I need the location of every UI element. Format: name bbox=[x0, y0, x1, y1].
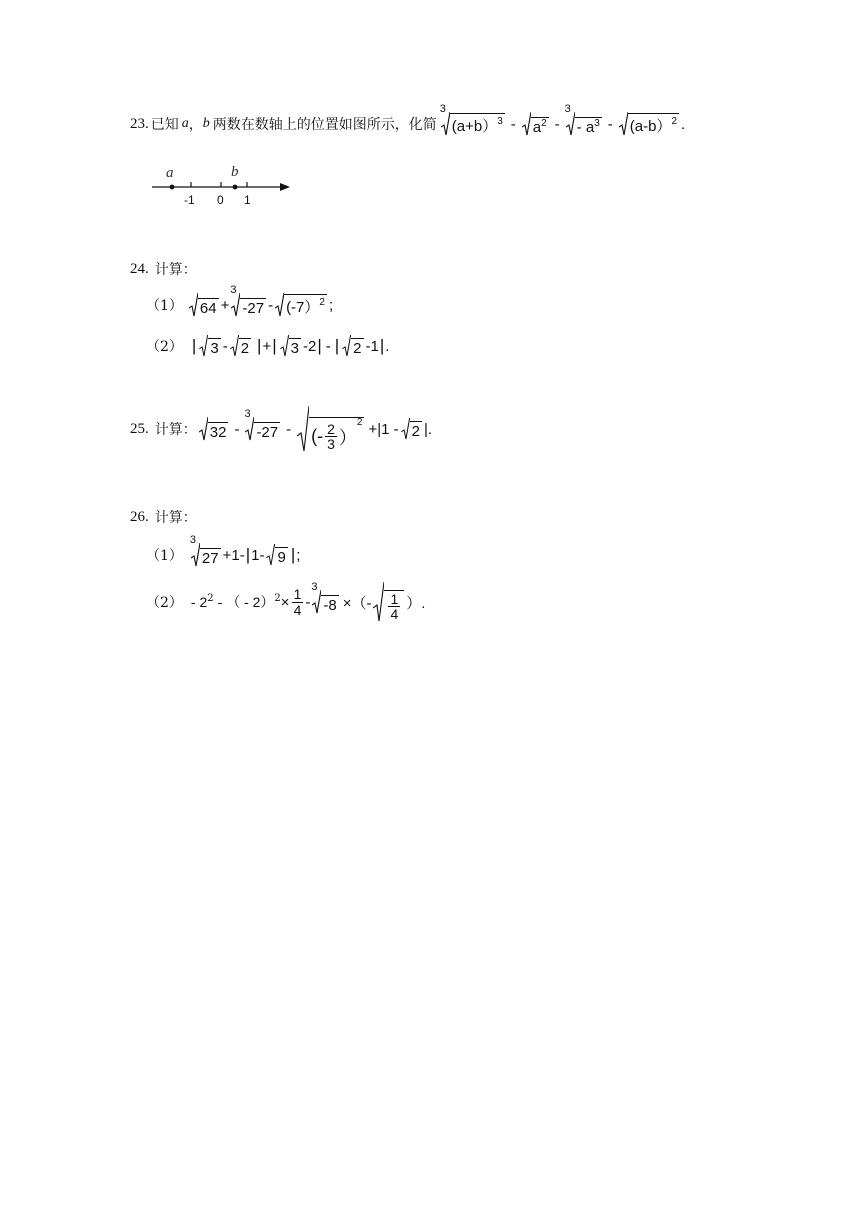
absolute-bar: | bbox=[257, 336, 262, 355]
square-root bbox=[401, 418, 422, 440]
fraction bbox=[388, 592, 400, 622]
problem-number: 23. bbox=[130, 115, 149, 132]
radicand: (-7） bbox=[286, 299, 320, 316]
radical-sign bbox=[619, 112, 628, 136]
exponent: 2 bbox=[319, 297, 325, 308]
square-root bbox=[619, 112, 679, 136]
absolute-bar: | bbox=[334, 336, 340, 355]
radicand: -8 bbox=[323, 597, 337, 614]
radical-sign bbox=[199, 417, 208, 441]
problem-24 bbox=[130, 259, 197, 279]
radical-sign bbox=[189, 293, 198, 317]
numerator: 1 bbox=[293, 585, 302, 602]
denominator: 4 bbox=[390, 606, 399, 623]
operator: - bbox=[554, 115, 560, 133]
term: - 2 bbox=[190, 594, 208, 610]
comma: ， bbox=[188, 117, 203, 133]
operator: - bbox=[286, 420, 292, 438]
square-root bbox=[189, 293, 219, 317]
cube-root bbox=[189, 534, 221, 567]
operator: - bbox=[234, 420, 240, 438]
problem-number: 24. bbox=[130, 260, 149, 277]
square-root bbox=[342, 335, 363, 357]
problem-stem: 计算： bbox=[154, 510, 197, 526]
fraction bbox=[292, 587, 304, 617]
semicolon: ; bbox=[296, 546, 301, 564]
exponent: 2 bbox=[541, 118, 547, 129]
absolute-bar: | bbox=[290, 545, 296, 564]
radical-sign bbox=[522, 112, 531, 136]
radical-sign bbox=[441, 112, 450, 136]
operator: +|1 - bbox=[368, 420, 399, 438]
numerator: 2 bbox=[327, 420, 335, 437]
arrow-head bbox=[280, 183, 290, 191]
number-line-figure bbox=[150, 160, 295, 210]
radicand: 2 bbox=[240, 340, 250, 357]
radical-sign bbox=[245, 417, 254, 441]
tick-label: 1 bbox=[244, 193, 251, 207]
operator: 1- bbox=[251, 546, 265, 564]
cube-root bbox=[439, 103, 505, 136]
fraction bbox=[325, 422, 337, 452]
denominator: 3 bbox=[327, 436, 335, 453]
period: |. bbox=[424, 420, 433, 438]
radicand: 27 bbox=[201, 550, 219, 567]
problem-stem: 已知 bbox=[150, 117, 179, 133]
radicand: 32 bbox=[209, 424, 227, 441]
operator: - bbox=[222, 337, 228, 355]
exponent: 2 bbox=[274, 592, 281, 604]
square-root bbox=[373, 582, 404, 622]
problem-stem: 两数在数轴上的位置如图所示，化简 bbox=[212, 117, 437, 133]
root-index: 3 bbox=[189, 534, 197, 546]
paren-open: (- bbox=[311, 426, 324, 447]
problem-26-part-1 bbox=[146, 534, 301, 567]
semicolon: ; bbox=[328, 296, 334, 314]
absolute-bar: | bbox=[379, 336, 385, 355]
operator: + bbox=[262, 337, 272, 355]
exponent: 3 bbox=[594, 118, 600, 129]
radical-sign bbox=[312, 590, 321, 614]
radicand: -27 bbox=[242, 300, 265, 317]
radical-sign bbox=[230, 335, 239, 357]
problem-stem: 计算： bbox=[154, 262, 197, 278]
square-root bbox=[280, 335, 301, 357]
absolute-bar: | bbox=[317, 336, 322, 355]
part-label: （2） bbox=[146, 595, 183, 611]
operator: + bbox=[220, 296, 230, 314]
square-root bbox=[199, 335, 220, 357]
operator: +1- bbox=[222, 546, 245, 564]
paren-close: ） bbox=[338, 427, 357, 448]
problem-25 bbox=[130, 406, 432, 452]
operator: - bbox=[268, 296, 274, 314]
term: - （ - 2） bbox=[217, 594, 275, 610]
radical-sign bbox=[266, 544, 275, 566]
closing: ）. bbox=[406, 594, 426, 612]
radical-sign bbox=[297, 406, 309, 452]
exponent: 2 bbox=[671, 116, 677, 127]
square-root bbox=[266, 544, 287, 566]
tick-label: 0 bbox=[217, 193, 224, 207]
radicand: -27 bbox=[256, 424, 279, 441]
operator: - bbox=[325, 337, 331, 355]
tick-label: -1 bbox=[184, 193, 195, 207]
label-a: a bbox=[166, 165, 174, 181]
cube-root bbox=[311, 581, 338, 614]
problem-number: 26. bbox=[130, 508, 149, 525]
variable-a: a bbox=[181, 116, 189, 131]
radical-sign bbox=[199, 335, 208, 357]
square-root bbox=[230, 335, 251, 357]
operator: - bbox=[607, 115, 613, 133]
exponent: 2 bbox=[356, 417, 363, 429]
problem-26-part-2 bbox=[146, 582, 425, 622]
square-root bbox=[522, 112, 549, 136]
point-a bbox=[170, 185, 175, 190]
problem-number: 25. bbox=[130, 420, 149, 437]
cube-root bbox=[244, 408, 280, 441]
cube-root bbox=[230, 284, 266, 317]
absolute-bar: | bbox=[191, 336, 197, 355]
numerator: 1 bbox=[390, 590, 399, 607]
operator: - bbox=[305, 593, 311, 611]
period: . bbox=[385, 337, 390, 355]
radicand: 3 bbox=[210, 340, 219, 357]
problem-24-part-1 bbox=[146, 284, 334, 317]
root-index: 3 bbox=[230, 284, 237, 296]
radicand: 2 bbox=[353, 340, 362, 357]
problem-23 bbox=[130, 103, 686, 136]
radicand: (a+b） bbox=[451, 118, 498, 135]
part-label: （2） bbox=[146, 339, 183, 355]
operator: - bbox=[510, 115, 516, 133]
part-label: （1） bbox=[146, 548, 183, 564]
square-root bbox=[199, 417, 229, 441]
radicand: 3 bbox=[290, 340, 299, 357]
radical-sign bbox=[401, 418, 410, 440]
variable-b: b bbox=[202, 116, 210, 131]
exponent: 3 bbox=[497, 116, 503, 127]
absolute-bar: | bbox=[272, 336, 277, 355]
exponent: 2 bbox=[207, 592, 214, 604]
period: . bbox=[681, 115, 686, 133]
times-sign: × bbox=[280, 593, 290, 611]
problem-24-part-2 bbox=[146, 335, 389, 357]
part-label: （1） bbox=[146, 298, 183, 314]
radicand: (a-b） bbox=[629, 118, 672, 135]
radicand: 2 bbox=[411, 423, 420, 440]
operator: -1 bbox=[365, 337, 379, 355]
radical-sign bbox=[342, 335, 351, 357]
radical-sign bbox=[191, 543, 200, 567]
radical-sign bbox=[280, 335, 289, 357]
cube-root bbox=[564, 103, 602, 136]
root-index: 3 bbox=[311, 581, 318, 593]
problem-26 bbox=[130, 507, 197, 527]
label-b: b bbox=[231, 164, 239, 180]
operator: -2 bbox=[302, 337, 317, 355]
radicand: - a bbox=[576, 119, 595, 136]
point-b bbox=[233, 185, 238, 190]
root-index: 3 bbox=[244, 408, 251, 420]
problem-stem: 计算： bbox=[154, 422, 197, 438]
denominator: 4 bbox=[293, 601, 302, 618]
radicand: a bbox=[532, 119, 542, 136]
root-index: 3 bbox=[439, 103, 446, 115]
square-root bbox=[275, 293, 327, 317]
absolute-bar: | bbox=[245, 545, 251, 564]
operator: ×（- bbox=[342, 594, 372, 612]
square-root bbox=[297, 406, 364, 452]
radical-sign bbox=[275, 293, 284, 317]
radical-sign bbox=[373, 582, 384, 622]
radical-sign bbox=[566, 112, 575, 136]
radical-sign bbox=[231, 293, 240, 317]
radicand: 64 bbox=[199, 300, 217, 317]
root-index: 3 bbox=[564, 103, 571, 115]
radicand: 9 bbox=[277, 549, 286, 566]
